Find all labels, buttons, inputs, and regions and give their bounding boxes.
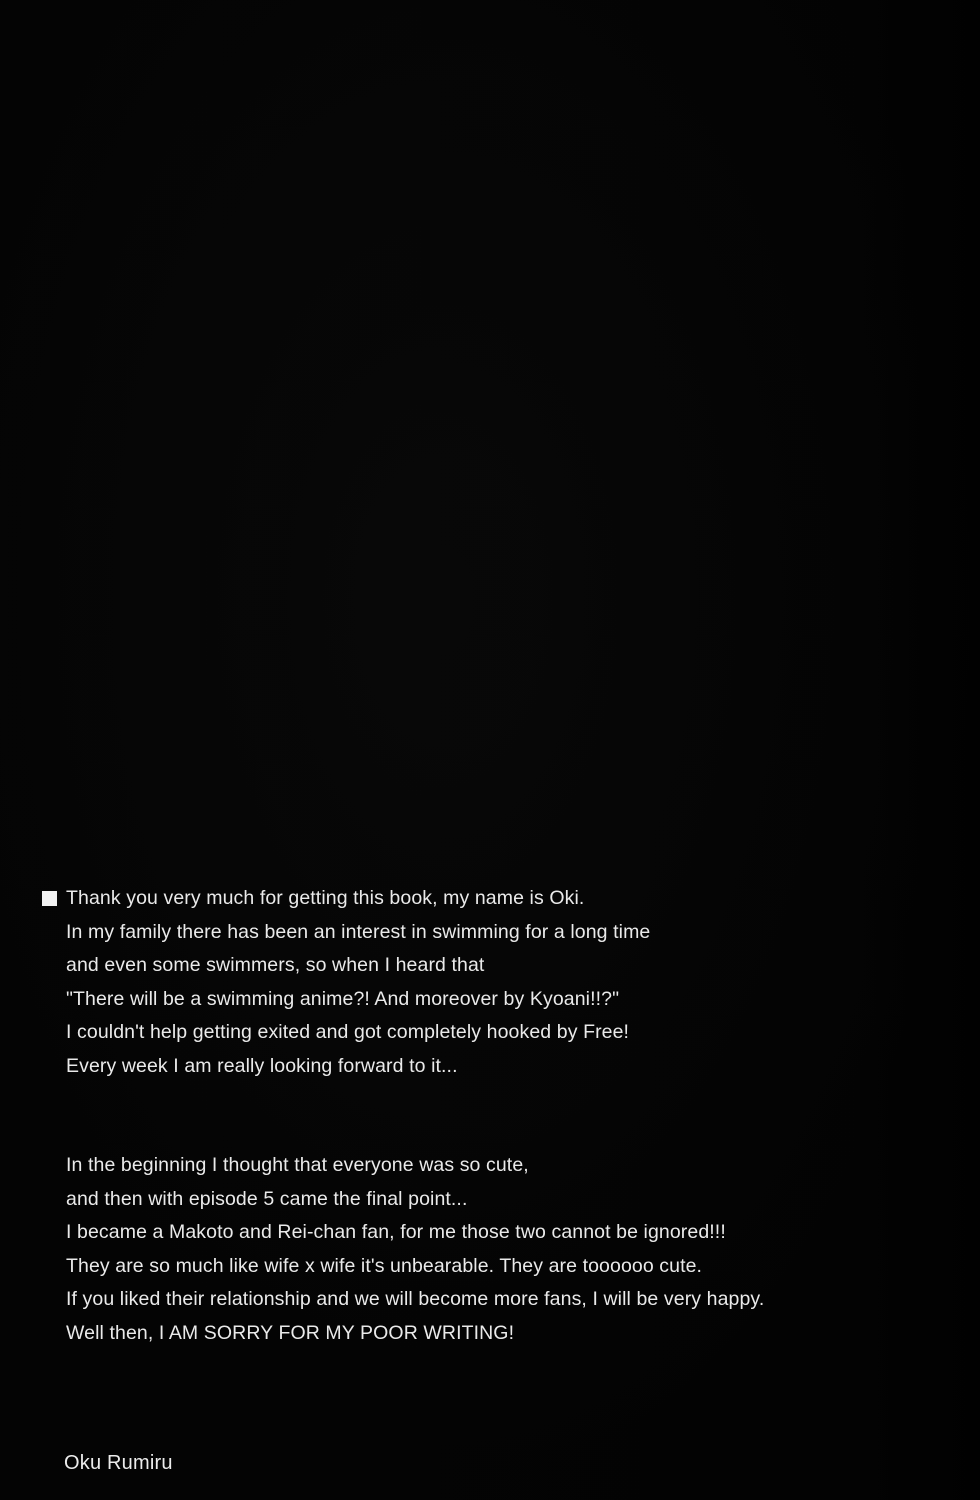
afterword-line: I became a Makoto and Rei-chan fan, for me those two cannot be ignored!!! — [66, 1221, 726, 1243]
afterword-line: They are so much like wife x wife it's unbearable. They are toooooo cute. — [66, 1254, 703, 1277]
afterword-line: If you liked their relationship and we will become more fans, I will be very happy. — [66, 1288, 765, 1310]
afterword-text-block — [42, 882, 942, 1350]
afterword-line: and then with episode 5 came the final point... — [66, 1187, 468, 1210]
afterword-line: and even some swimmers, so when I heard that — [66, 954, 485, 976]
afterword-paragraph-1 — [42, 882, 942, 1083]
afterword-paragraph-2 — [42, 1149, 942, 1350]
afterword-line: I couldn't help getting exited and got completely hooked by Free! — [66, 1021, 630, 1043]
afterword-line: Every week I am really looking forward to it... — [66, 1054, 458, 1077]
author-signature: Oku Rumiru — [64, 1452, 173, 1474]
afterword-line: "There will be a swimming anime?! And moreover by Kyoani!!?" — [66, 987, 620, 1010]
afterword-line: In my family there has been an interest in swimming for a long time — [66, 920, 651, 943]
afterword-line: In the beginning I thought that everyone was so cute, — [66, 1154, 529, 1176]
square-bullet-icon — [42, 891, 57, 906]
afterword-line: Well then, I AM SORRY FOR MY POOR WRITING! — [66, 1321, 515, 1344]
afterword-line: Thank you very much for getting this book, my name is Oki. — [66, 887, 585, 909]
